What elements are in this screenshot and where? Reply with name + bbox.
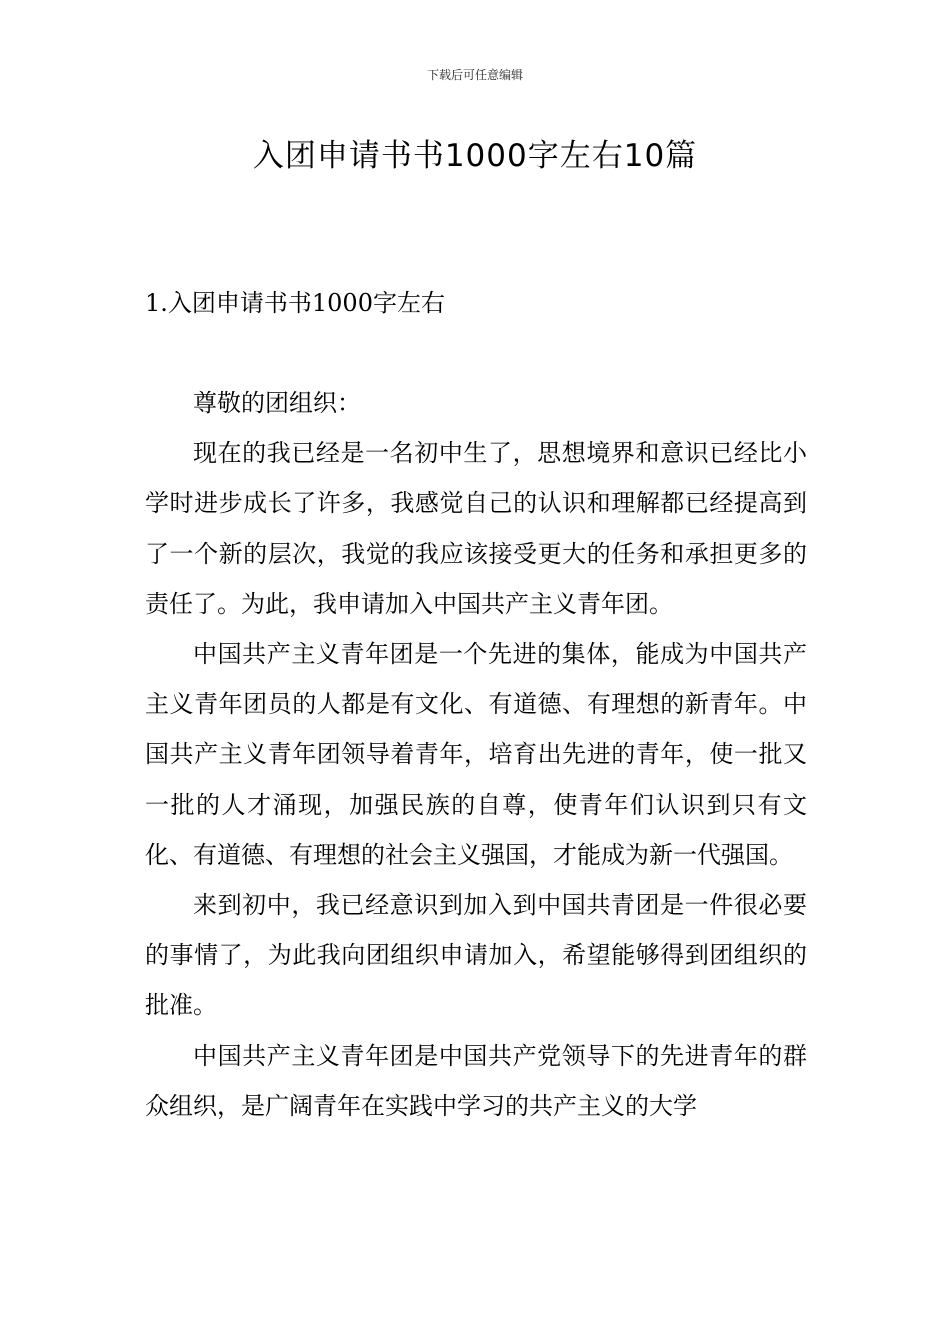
letter-body (145, 378, 807, 1131)
paragraph-4: 中国共产主义青年团是中国共产党领导下的先进青年的群众组织，是广阔青年在实践中学习的共产主义的大学 (145, 1041, 807, 1120)
paragraph-2: 中国共产主义青年团是一个先进的集体，能成为中国共产主义青年团员的人都是有文化、有道德、有理想的新青年。中国共产主义青年团领导着青年，培育出先进的青年，使一批又一批的人才涌现，加强民族的自尊，使青年们认识到只有文化、有道德、有理想的社会主义强国，才能成为新一代强国。 (145, 640, 807, 869)
section-heading: 1.入团申请书书1000字左右 (145, 289, 445, 317)
salutation: 尊敬的团组织： (193, 389, 361, 417)
header-note: 下载后可任意编辑 (426, 68, 523, 82)
paragraph-1: 现在的我已经是一名初中生了，思想境界和意识已经比小学时进步成长了许多，我感觉自己的认识和理解都已经提高到了一个新的层次，我觉的我应该接受更大的任务和承担更多的责任了。为此，我申请加入中国共产主义青年团。 (145, 439, 807, 618)
paragraph-3: 来到初中，我已经意识到加入到中国共青团是一件很必要的事情了，为此我向团组织申请加入，希望能够得到团组织的批准。 (145, 891, 807, 1020)
document-title: 入团申请书书1000字左右10篇 (252, 138, 698, 174)
